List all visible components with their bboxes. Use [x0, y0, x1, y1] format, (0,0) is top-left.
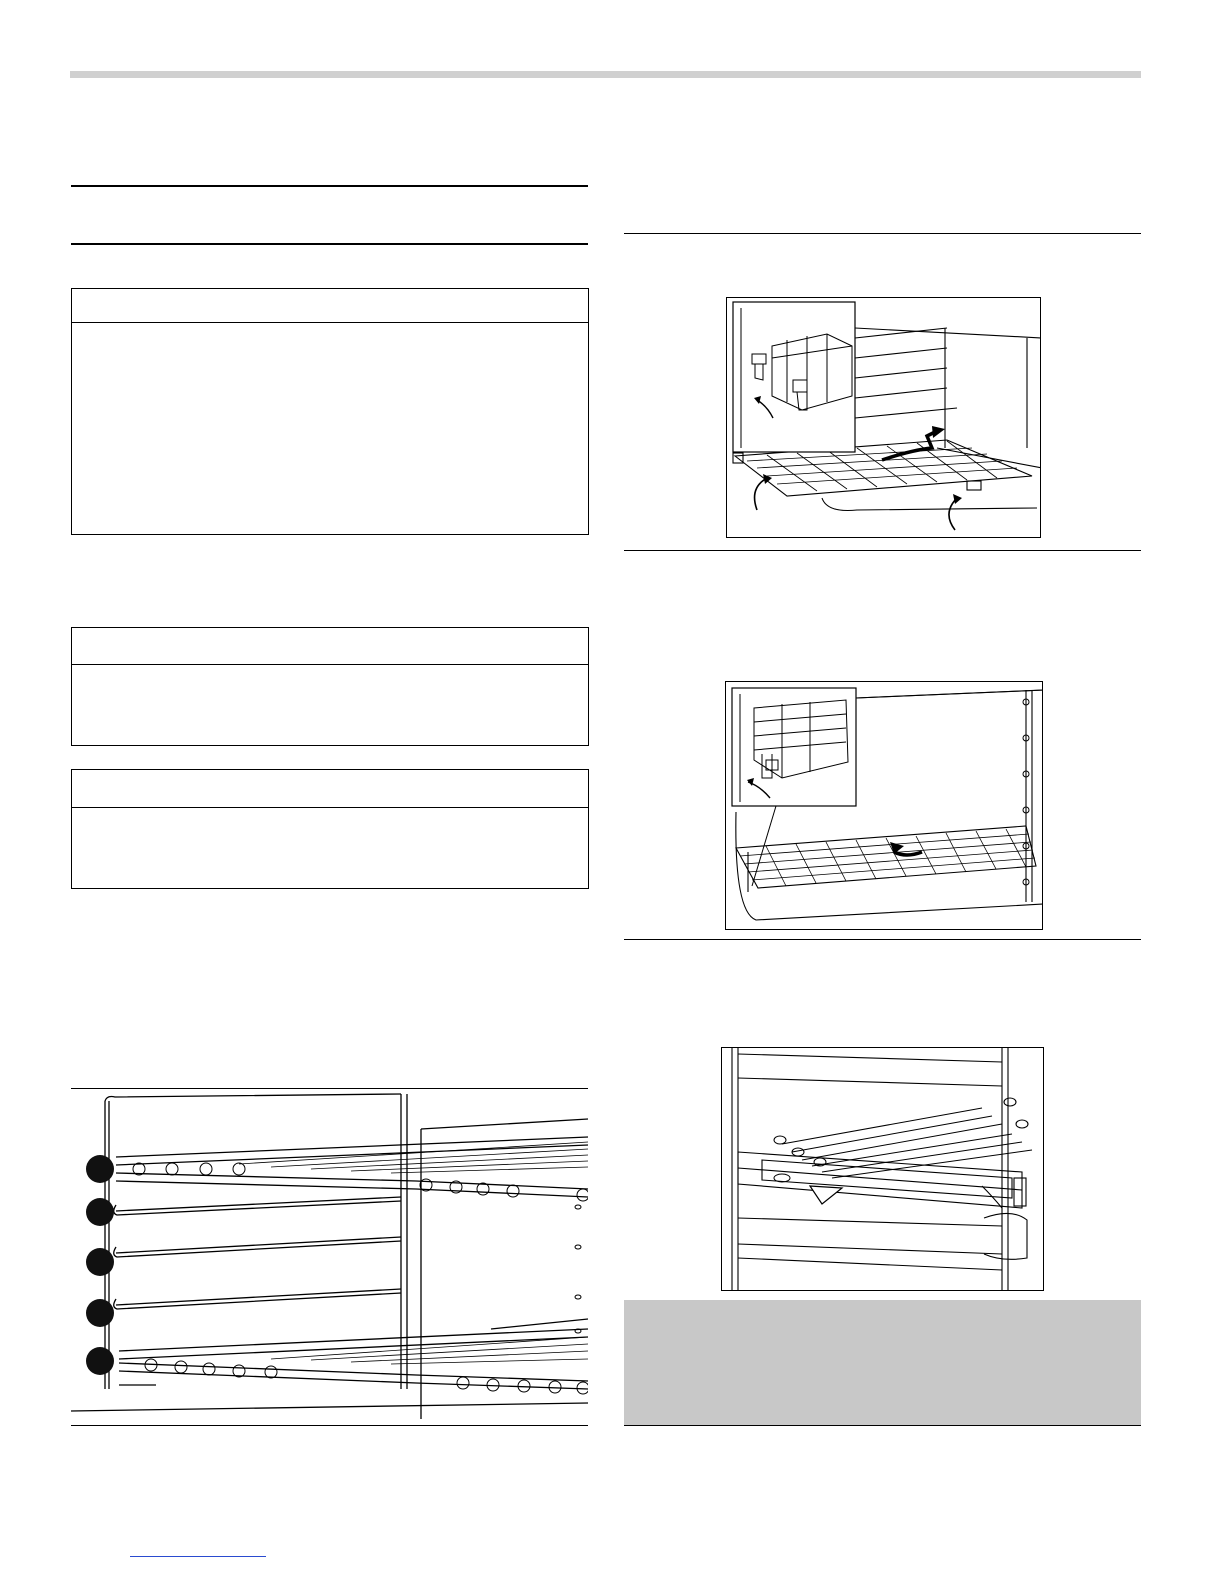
rack-position-marker-4 [86, 1299, 114, 1327]
rack-slide-drawing [726, 682, 1043, 930]
section-rule-top [71, 185, 588, 187]
rack-position-marker-3 [86, 1248, 114, 1276]
info-box-3-divider [72, 807, 588, 808]
rack-glide-illustration [721, 1047, 1044, 1291]
rack-slide-illustration [725, 681, 1043, 930]
right-section-rule-3 [624, 939, 1141, 940]
warning-box [71, 288, 589, 535]
rack-figure-rule-bottom [71, 1425, 588, 1426]
rack-insert-illustration [726, 297, 1041, 538]
rack-position-drawing [71, 1089, 588, 1425]
info-box-3 [71, 769, 589, 889]
rack-position-marker-2 [86, 1198, 114, 1226]
right-section-rule-2 [624, 550, 1141, 551]
info-box-2 [71, 627, 589, 746]
rack-glide-drawing [722, 1048, 1044, 1291]
rack-position-marker-5 [86, 1347, 114, 1375]
rack-position-marker-1 [86, 1155, 114, 1183]
rack-position-illustration [71, 1089, 588, 1425]
note-panel [624, 1300, 1141, 1425]
footer-link[interactable] [130, 1556, 266, 1557]
rack-insert-drawing [727, 298, 1041, 538]
info-box-2-divider [72, 664, 588, 665]
right-section-rule-1 [624, 233, 1141, 234]
header-accent-bar [70, 71, 1141, 78]
warning-box-divider [72, 322, 588, 323]
right-section-rule-bottom [624, 1425, 1141, 1426]
section-rule-bottom [71, 243, 588, 245]
